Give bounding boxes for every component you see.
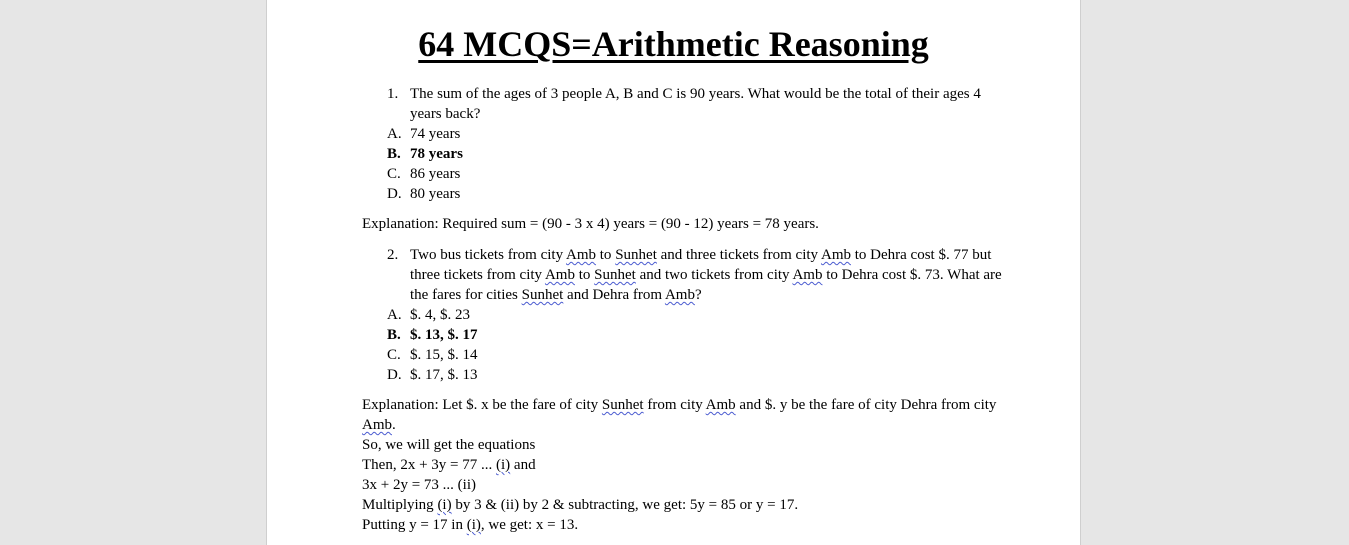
option-text: 80 years (410, 186, 461, 202)
text-run: and $. y be the fare of city Dehra from city (735, 397, 997, 413)
option-text: 74 years (410, 126, 461, 142)
question-2-option-b-correct (362, 325, 1002, 345)
text-run: Explanation: Let $. x be the fare of city (362, 397, 602, 413)
explanation-line (362, 495, 1002, 515)
spellcheck-word: Sunhet (601, 397, 644, 413)
text-run: and two tickets from city (635, 267, 793, 283)
question-2 (362, 245, 1002, 305)
option-text: $. 13, $. 17 (410, 327, 478, 343)
spacer (362, 234, 1002, 245)
spacer (362, 385, 1002, 395)
text-run: , we get: x = 13. (480, 517, 579, 533)
text-run: and (510, 457, 536, 473)
explanation-line (362, 515, 1002, 535)
spellcheck-word: Sunhet (615, 247, 657, 263)
spellcheck-word: Amb (362, 417, 392, 433)
option-letter: C. (387, 347, 401, 363)
explanation-line (362, 455, 1002, 475)
text-run: by 3 & (ii) by 2 & subtracting, we get: 5y = 85 or y = 17. (451, 497, 799, 513)
question-1 (362, 84, 1002, 124)
spellcheck-word: Amb (664, 287, 695, 303)
explanation-line: 3x + 2y = 73 ... (ii) (362, 477, 476, 493)
text-run: from city (643, 397, 706, 413)
spellcheck-word: Amb (705, 397, 736, 413)
option-letter: A. (387, 126, 402, 142)
option-text: 78 years (410, 146, 463, 162)
text-run: to (574, 267, 595, 283)
option-letter: A. (387, 307, 402, 323)
spellcheck-word: Amb (792, 267, 823, 283)
text-run: ? (694, 287, 702, 303)
text-run: . (392, 417, 396, 433)
question-2-option-a (362, 305, 1002, 325)
spellcheck-word: (i) (437, 497, 452, 513)
question-2-option-d (362, 365, 1002, 385)
option-text: $. 4, $. 23 (410, 307, 470, 323)
spellcheck-word: Amb (544, 267, 575, 283)
text-run: Then, 2x + 3y = 77 ... (362, 457, 496, 473)
spellcheck-word: Sunhet (521, 287, 564, 303)
spellcheck-word: Amb (566, 247, 597, 263)
spellcheck-word: (i) (466, 517, 481, 533)
text-run: and three tickets from city (656, 247, 821, 263)
question-2-option-c (362, 345, 1002, 365)
text-run: Multiplying (362, 497, 438, 513)
document-title: 64 MCQS=Arithmetic Reasoning (418, 24, 929, 64)
text-run: Two bus tickets from city (410, 247, 567, 263)
option-letter: D. (387, 186, 402, 202)
explanation-intro (362, 395, 1002, 435)
text-run: to (596, 247, 616, 263)
question-1-number: 1. (387, 86, 399, 102)
text-run: to Dehra cost $. 77 but three tickets from city (410, 247, 992, 283)
text-run: Putting y = 17 in (362, 517, 467, 533)
question-1-option-a (362, 124, 1002, 144)
text-run: and Dehra from (563, 287, 665, 303)
spellcheck-word: Amb (820, 247, 851, 263)
question-1-option-c (362, 164, 1002, 184)
question-1-option-d (362, 184, 1002, 204)
question-2-text (410, 247, 1002, 303)
question-2-explanation (362, 395, 1002, 535)
spellcheck-word: Sunhet (594, 267, 636, 283)
document-page (266, 0, 1081, 545)
question-2-number: 2. (387, 247, 399, 263)
option-text: $. 17, $. 13 (410, 367, 478, 383)
question-1-text: The sum of the ages of 3 people A, B and C is 90 years. What would be the total of their ages 4 years back? (410, 86, 981, 122)
explanation-line: So, we will get the equations (362, 437, 536, 453)
option-text: 86 years (410, 166, 461, 182)
question-1-explanation: Explanation: Required sum = (90 - 3 x 4) years = (90 - 12) years = 78 years. (362, 216, 819, 232)
document-body (362, 84, 1002, 535)
text-run: to Dehra cost $. 73. What are the fares for cities (410, 267, 1002, 303)
option-letter: C. (387, 166, 401, 182)
question-1-option-b-correct (362, 144, 1002, 164)
question-2-options (362, 305, 1002, 385)
spellcheck-word: (i) (496, 457, 511, 473)
question-1-options (362, 124, 1002, 204)
option-text: $. 15, $. 14 (410, 347, 478, 363)
option-letter: B. (387, 146, 401, 162)
option-letter: B. (387, 327, 401, 343)
option-letter: D. (387, 367, 402, 383)
